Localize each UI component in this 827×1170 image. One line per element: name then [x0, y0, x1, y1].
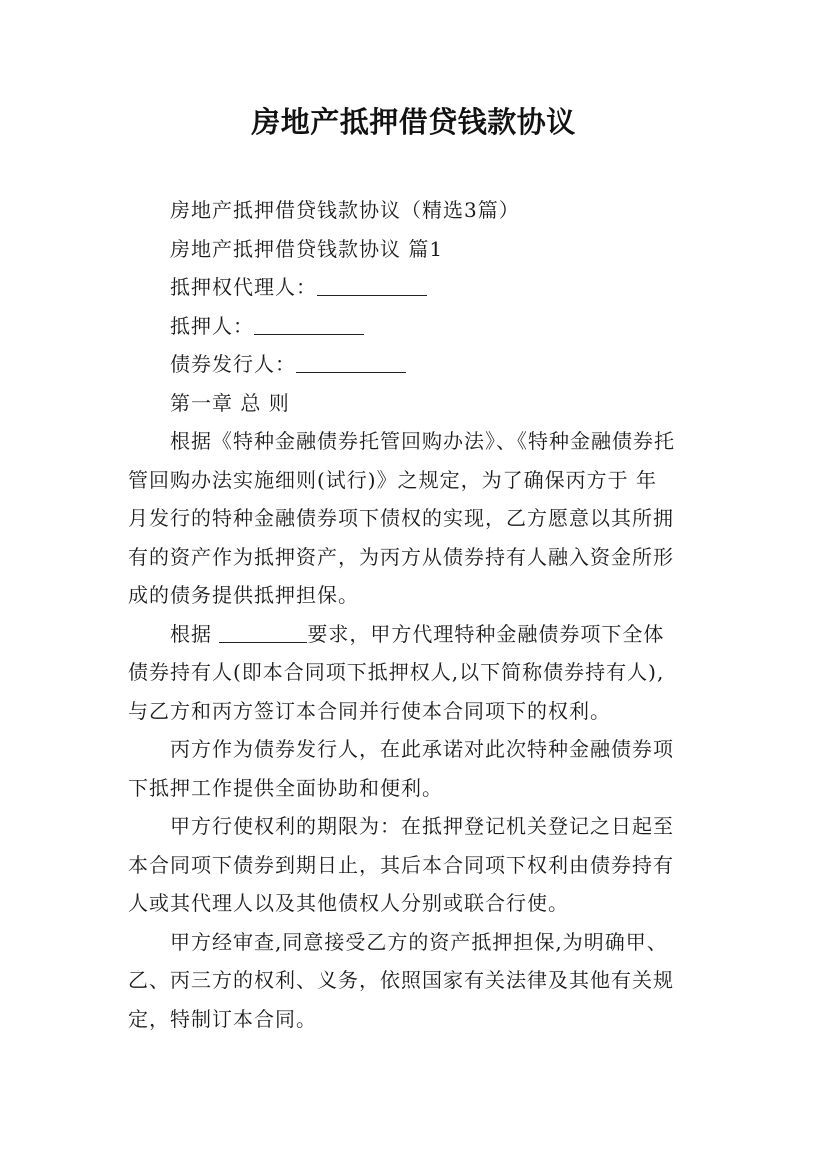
mortgagor-label: 抵押人：	[170, 313, 254, 338]
paragraph-line: 甲方行使权利的期限为：在抵押登记机关登记之日起至	[170, 814, 674, 838]
document-title: 房地产抵押借贷钱款协议	[251, 105, 576, 139]
agent-field	[128, 268, 713, 307]
agent-label: 抵押权代理人：	[170, 275, 317, 299]
paragraph-text: 要求，甲方代理特种金融债券项下全体	[307, 621, 665, 646]
piece-heading: 房地产抵押借贷钱款协议 篇1	[170, 236, 444, 261]
mortgagor-blank	[254, 312, 364, 335]
paragraph-line: 甲方经审查,同意接受乙方的资产抵押担保,为明确甲、	[170, 929, 668, 954]
paragraph-text: 根据	[170, 621, 220, 646]
paragraph-line: 管回购办法实施细则(试行)》之规定，为了确保丙方于 年	[128, 467, 657, 492]
paragraph-line: 债券持有人(即本合同项下抵押权人,以下简称债券持有人),	[128, 660, 665, 684]
paragraph-line: 有的资产作为抵押资产，为丙方从债券持有人融入资金所形	[128, 544, 674, 569]
paragraph-line: 定，特制订本合同。	[128, 1006, 317, 1031]
paragraph-line: 人或其代理人以及其他债权人分别或联合行使。	[128, 891, 569, 915]
paragraph-line: 下抵押工作提供全面协助和便利。	[128, 775, 443, 800]
issuer-field	[128, 345, 713, 384]
issuer-label: 债券发行人：	[170, 352, 296, 376]
subtitle-line: 房地产抵押借贷钱款协议（精选3篇）	[170, 198, 520, 222]
agent-blank	[317, 273, 427, 296]
paragraph-line: 月发行的特种金融债券项下债权的实现，乙方愿意以其所拥	[128, 506, 674, 530]
document-body	[128, 191, 713, 1038]
paragraph-line	[128, 615, 713, 654]
paragraph-line: 乙、丙三方的权利、义务，依照国家有关法律及其他有关规	[128, 968, 674, 992]
paragraph-line: 成的债务提供抵押担保。	[128, 583, 359, 607]
paragraph-line: 本合同项下债券到期日止，其后本合同项下权利由债券持有	[128, 852, 674, 877]
paragraph-line: 丙方作为债券发行人，在此承诺对此次特种金融债券项	[170, 737, 674, 761]
mortgagor-field	[128, 307, 713, 346]
chapter-heading: 第一章 总 则	[170, 390, 290, 415]
paragraph-line: 与乙方和丙方签订本合同并行使本合同项下的权利。	[128, 698, 611, 723]
paragraph-line: 根据《特种金融债券托管回购办法》、《特种金融债券托	[170, 429, 675, 453]
issuer-blank	[296, 350, 406, 373]
requirement-blank	[219, 620, 307, 643]
